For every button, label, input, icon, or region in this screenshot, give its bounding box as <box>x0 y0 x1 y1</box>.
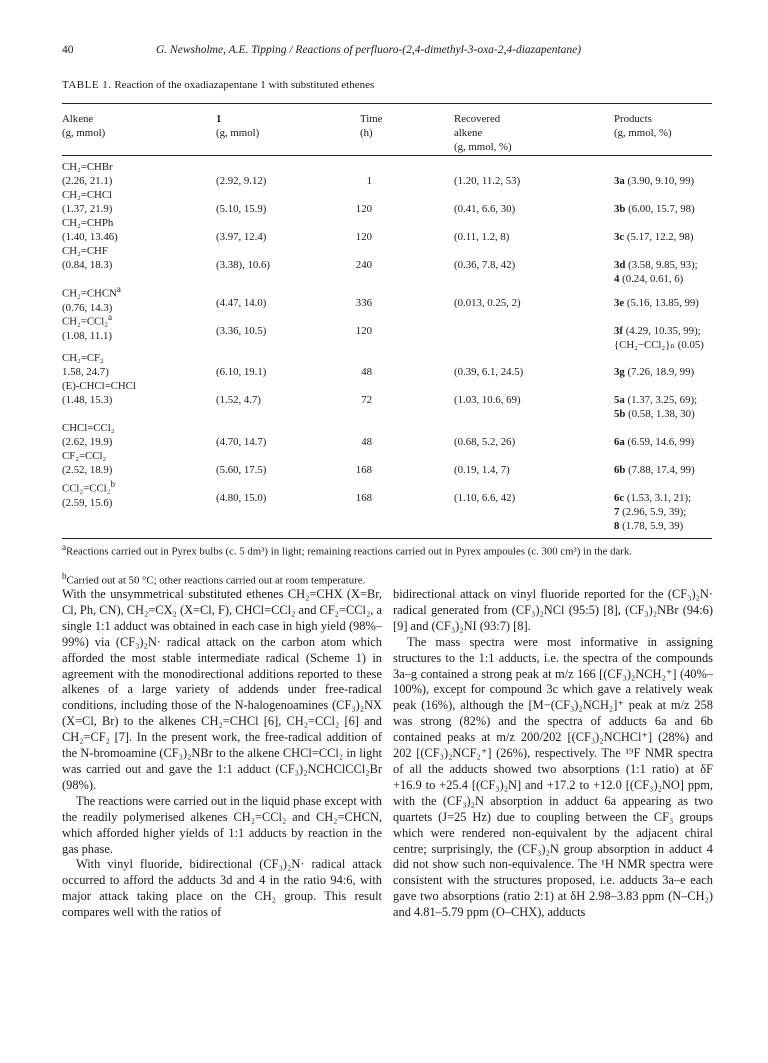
alkene-formula: CCl₂=CCl₂$^b$ <box>62 479 115 495</box>
alkene-cell <box>62 351 109 379</box>
products-cell <box>614 258 698 286</box>
footnote-mark: a <box>116 284 121 294</box>
alkene-formula: CH₂=CHCl <box>62 189 113 201</box>
paragraph: With vinyl fluoride, bidirectional (CF₃)₂N· radical attack occurred to afford the adducts 3d and 4 in the ratio 94:6, with major attack taking place on the CH₂ group. This result compares well with the ratios of <box>62 857 382 920</box>
paragraph: The reactions were carried out in the liquid phase except with the readily polymerised alkenes CH₂=CCl₂ and CH₂=CHCN, which afforded higher yields of 1:1 adducts by reaction in the gas phase. <box>62 793 382 856</box>
alkene-cell <box>62 188 112 216</box>
recovered-cell: (0.39, 6.1, 24.5) <box>454 366 524 378</box>
alkene-cell <box>62 160 113 188</box>
product-entry: 6a (6.59, 14.6, 99) <box>614 436 695 448</box>
footnote-mark: a <box>108 312 113 322</box>
header-reagent: 1 (g, mmol) <box>216 113 260 139</box>
alkene-formula: CF₂=CCl₂ <box>62 450 107 462</box>
recovered-cell: (0.41, 6.6, 30) <box>454 203 516 215</box>
product-entry: 6c (1.53, 3.1, 21); <box>614 492 692 504</box>
alkene-formula: CH₂=CCl₂$^a$ <box>62 312 113 328</box>
alkene-amount: (1.37, 21.9) <box>62 203 113 215</box>
compound-number: 6c <box>614 492 625 504</box>
products-cell <box>614 491 691 533</box>
alkene-cell <box>62 421 114 449</box>
alkene-formula: $CH_2=CHCN^a$ <box>62 284 121 300</box>
compound-number: 6b <box>614 464 626 476</box>
product-entry: 8 (1.78, 5.9, 39) <box>614 520 684 532</box>
paragraph: The mass spectra were most informative in assigning structures to the 1:1 adducts, i.e. the spectra of the compounds 3a–g contained a strong peak at m/z 166 [(CF₃)₂NCH₂⁺] (40%–100%), except for compound 3c which gave a relatively weak peak (16%), although the [M−(CF₃)₂NCH₂]⁺ peak at m/z 258 was strong (82%) and the spectra of adducts 6a and 6b contained peaks at m/z 200/202 [(CF₃)₂NCHCl⁺] (28%) and 202 [(CF₃)₂NCF₂⁺] (26%), respectively. The ¹⁹F NMR spectra of all the adducts showed two absorptions (1:1 ratio) at δF +16.9 to +25.4 [(CF₃)₂N] and +17.2 to +12.0 [(CF₃)₂NO] ppm, with the (CF₃)₂N absorption in adduct 6a appearing as two quartets (J=25 Hz) due to coupling between the CF₃ groups which were rendered non-equivalent by the adjacent chiral centre; surprisingly, the (CF₃)₂N group absorption in adduct 4 did not show such non-equivalence. The ¹H NMR spectra were consistent with the structures proposed, i.e. adducts 3a–e each gave two absorptions (ratio 2:1) at δH 2.98–3.83 ppm (N–CH₂) and 4.81–5.79 ppm (O–CHX), adducts <box>393 634 713 920</box>
reagent-cell: (3.36, 10.5) <box>216 325 267 337</box>
time-cell: 168 <box>355 492 372 504</box>
products-cell <box>614 365 694 379</box>
alkene-formula: CH₂=CHF <box>62 245 108 257</box>
time-cell: 1 <box>366 175 372 187</box>
recovered-cell: (1.03, 10.6, 69) <box>454 394 521 406</box>
alkene-formula: CH₂=CHBr <box>62 161 113 173</box>
body-right-column <box>393 587 713 921</box>
products-cell <box>614 324 704 352</box>
header-products: Products (g, mmol, %) <box>614 113 672 139</box>
time-cell: 48 <box>361 366 372 378</box>
products-cell <box>614 174 694 188</box>
alkene-amount: 1.58, 24.7) <box>62 366 109 378</box>
body-left-column <box>62 587 382 921</box>
compound-number: 5a <box>614 394 625 406</box>
recovered-cell: (0.013, 0.25, 2) <box>454 297 521 309</box>
compound-number: 7 <box>614 506 620 518</box>
compound-number: 6a <box>614 436 625 448</box>
time-cell: 240 <box>355 259 372 271</box>
recovered-cell: (1.20, 11.2, 53) <box>454 175 521 187</box>
alkene-formula: CH₂=CHPh <box>62 217 114 229</box>
table-bottom-rule <box>62 538 712 539</box>
reagent-cell: (5.60, 17.5) <box>216 464 267 476</box>
reagent-cell: (3.97, 12.4) <box>216 231 267 243</box>
compound-number: 3d <box>614 259 626 271</box>
alkene-amount: (0.84, 18.3) <box>62 259 113 271</box>
header-recovered: Recovered alkene (g, mmol, %) <box>454 113 512 153</box>
compound-number: 3c <box>614 231 625 243</box>
alkene-cell <box>62 449 112 477</box>
running-header <box>62 44 712 60</box>
compound-number: 8 <box>614 520 620 532</box>
time-cell: 120 <box>355 325 372 337</box>
time-cell: 48 <box>361 436 372 448</box>
table-top-rule <box>62 103 712 104</box>
header-time: Time (h) <box>360 113 383 139</box>
reagent-cell: (6.10, 19.1) <box>216 366 267 378</box>
product-entry: 6b (7.88, 17.4, 99) <box>614 464 695 476</box>
alkene-cell <box>62 477 115 510</box>
reagent-cell: (1.52, 4.7) <box>216 394 261 406</box>
table-label: TABLE 1. <box>62 79 112 91</box>
time-cell: 168 <box>355 464 372 476</box>
alkene-cell <box>62 244 112 272</box>
alkene-amount: (1.40, 13.46) <box>62 231 118 243</box>
table-caption-text: Reaction of the oxadiazapentane 1 with substituted ethenes <box>114 79 375 91</box>
product-entry: 3f (4.29, 10.35, 99); <box>614 325 701 337</box>
table-caption <box>62 79 374 91</box>
product-entry: 3c (5.17, 12.2, 98) <box>614 231 694 243</box>
compound-number: 3e <box>614 297 625 309</box>
recovered-cell: (0.36, 7.8, 42) <box>454 259 516 271</box>
product-entry: 3d (3.58, 9.85, 93); <box>614 259 698 271</box>
compound-number: 3g <box>614 366 625 378</box>
alkene-amount: (2.62, 19.9) <box>62 436 113 448</box>
alkene-amount: (0.76, 14.3) <box>62 301 113 314</box>
recovered-cell: (0.68, 5.2, 26) <box>454 436 516 448</box>
reagent-cell: (5.10, 15.9) <box>216 203 267 215</box>
product-entry: 3b (6.00, 15.7, 98) <box>614 203 695 215</box>
paragraph: bidirectional attack on vinyl fluoride reported for the (CF₃)₂N· radical generated from (CF₃)₂NCl (95:5) [8], (CF₃)₂NBr (94:6) [9] and (CF₃)₂NI (93:7) [8]. <box>393 587 713 633</box>
compound-number: 4 <box>614 273 620 285</box>
product-entry: 4 (0.24, 0.61, 6) <box>614 273 684 285</box>
products-cell <box>614 463 695 477</box>
alkene-cell <box>62 310 112 343</box>
products-cell <box>614 435 694 449</box>
alkene-formula: CH₂=CF₂ <box>62 352 104 364</box>
time-cell: 120 <box>355 231 372 243</box>
reagent-cell: (3.38), 10.6) <box>216 259 270 271</box>
product-entry: 5a (1.37, 3.25, 69); <box>614 394 698 406</box>
recovered-cell: (1.10, 6.6, 42) <box>454 492 516 504</box>
recovered-cell: (0.19, 1.4, 7) <box>454 464 510 476</box>
time-cell: 72 <box>361 394 372 406</box>
recovered-cell: (0.11, 1.2, 8) <box>454 231 510 243</box>
product-entry: 3e (5.16, 13.85, 99) <box>614 297 699 309</box>
alkene-amount: (2.59, 15.6) <box>62 496 113 509</box>
product-entry: 7 (2.96, 5.9, 39); <box>614 506 687 518</box>
compound-number: 3a <box>614 175 625 187</box>
product-entry: 3g (7.26, 18.9, 99) <box>614 366 695 378</box>
header-alkene: Alkene (g, mmol) <box>62 113 106 139</box>
products-cell <box>614 296 699 310</box>
alkene-amount: (2.52, 18.9) <box>62 464 113 476</box>
product-entry: {CH₂−CCl₂}ₙ (0.05) <box>614 339 704 351</box>
alkene-formula: (E)-CHCl=CHCl <box>62 380 136 392</box>
alkene-cell <box>62 216 118 244</box>
products-cell <box>614 393 697 421</box>
product-entry: 5b (0.58, 1.38, 30) <box>614 408 695 420</box>
paragraph: With the unsymmetrical substituted ethenes CH₂=CHX (X=Br, Cl, Ph, CN), CH₂=CX₂ (X=Cl, F), CHCl=CCl₂ and CF₂=CCl₂, a single 1:1 adduct was obtained in each case in high yield (98%–99%) via (CF₃)₂N· radical attack on the carbon atom which afforded the most stable intermediate radical (Scheme 1) in agreement with the monodirectional additions reported to these alkenes of a large variety of addends under free-radical conditions, including those of the N-halogenoamines (CF₃)₂NX (X=Cl, Br) to the alkenes CH₂=CHCl [6], CH₂=CCl₂ [6] and CH₂=CF₂ [7]. In the present work, the free-radical addition of the N-bromoamine (CF₃)₂NBr to the alkene CHCl=CCl₂ in light was carried out and gave the 1:1 adduct (CF₃)₂NCHClCCl₂Br (98%). <box>62 587 382 792</box>
reagent-cell: (4.70, 14.7) <box>216 436 267 448</box>
alkene-amount: (2.26, 21.1) <box>62 175 113 187</box>
table-footnote-b: $^b$Carried out at 50 °C; other reactions carried out at room temperature. <box>62 571 366 587</box>
alkene-cell <box>62 379 136 407</box>
reagent-cell: (4.80, 15.0) <box>216 492 267 504</box>
alkene-amount: (1.08, 11.1) <box>62 329 112 342</box>
products-cell <box>614 230 693 244</box>
running-title: G. Newsholme, A.E. Tipping / Reactions of perfluoro-(2,4-dimethyl-3-oxa-2,4-diazapentane) <box>156 44 582 56</box>
alkene-formula: CHCl=CCl₂ <box>62 422 115 434</box>
compound-number: 3b <box>614 203 626 215</box>
compound-number: 5b <box>614 408 626 420</box>
footnote-mark: b <box>110 479 115 489</box>
table-header-rule <box>62 155 712 156</box>
alkene-amount: (1.48, 15.3) <box>62 394 113 406</box>
reagent-cell: (2.92, 9.12) <box>216 175 267 187</box>
time-cell: 120 <box>355 203 372 215</box>
table-footnote-a: $^a$Reactions carried out in Pyrex bulbs (c. 5 dm³) in light; remaining reactions carried out in Pyrex ampoules (c. 300 cm³) in the dark. <box>62 542 632 558</box>
product-entry: 3a (3.90, 9.10, 99) <box>614 175 695 187</box>
time-cell: 336 <box>355 297 372 309</box>
products-cell <box>614 202 695 216</box>
reagent-cell: (4.47, 14.0) <box>216 297 267 309</box>
compound-number: 3f <box>614 325 623 337</box>
page-number: 40 <box>62 44 74 56</box>
